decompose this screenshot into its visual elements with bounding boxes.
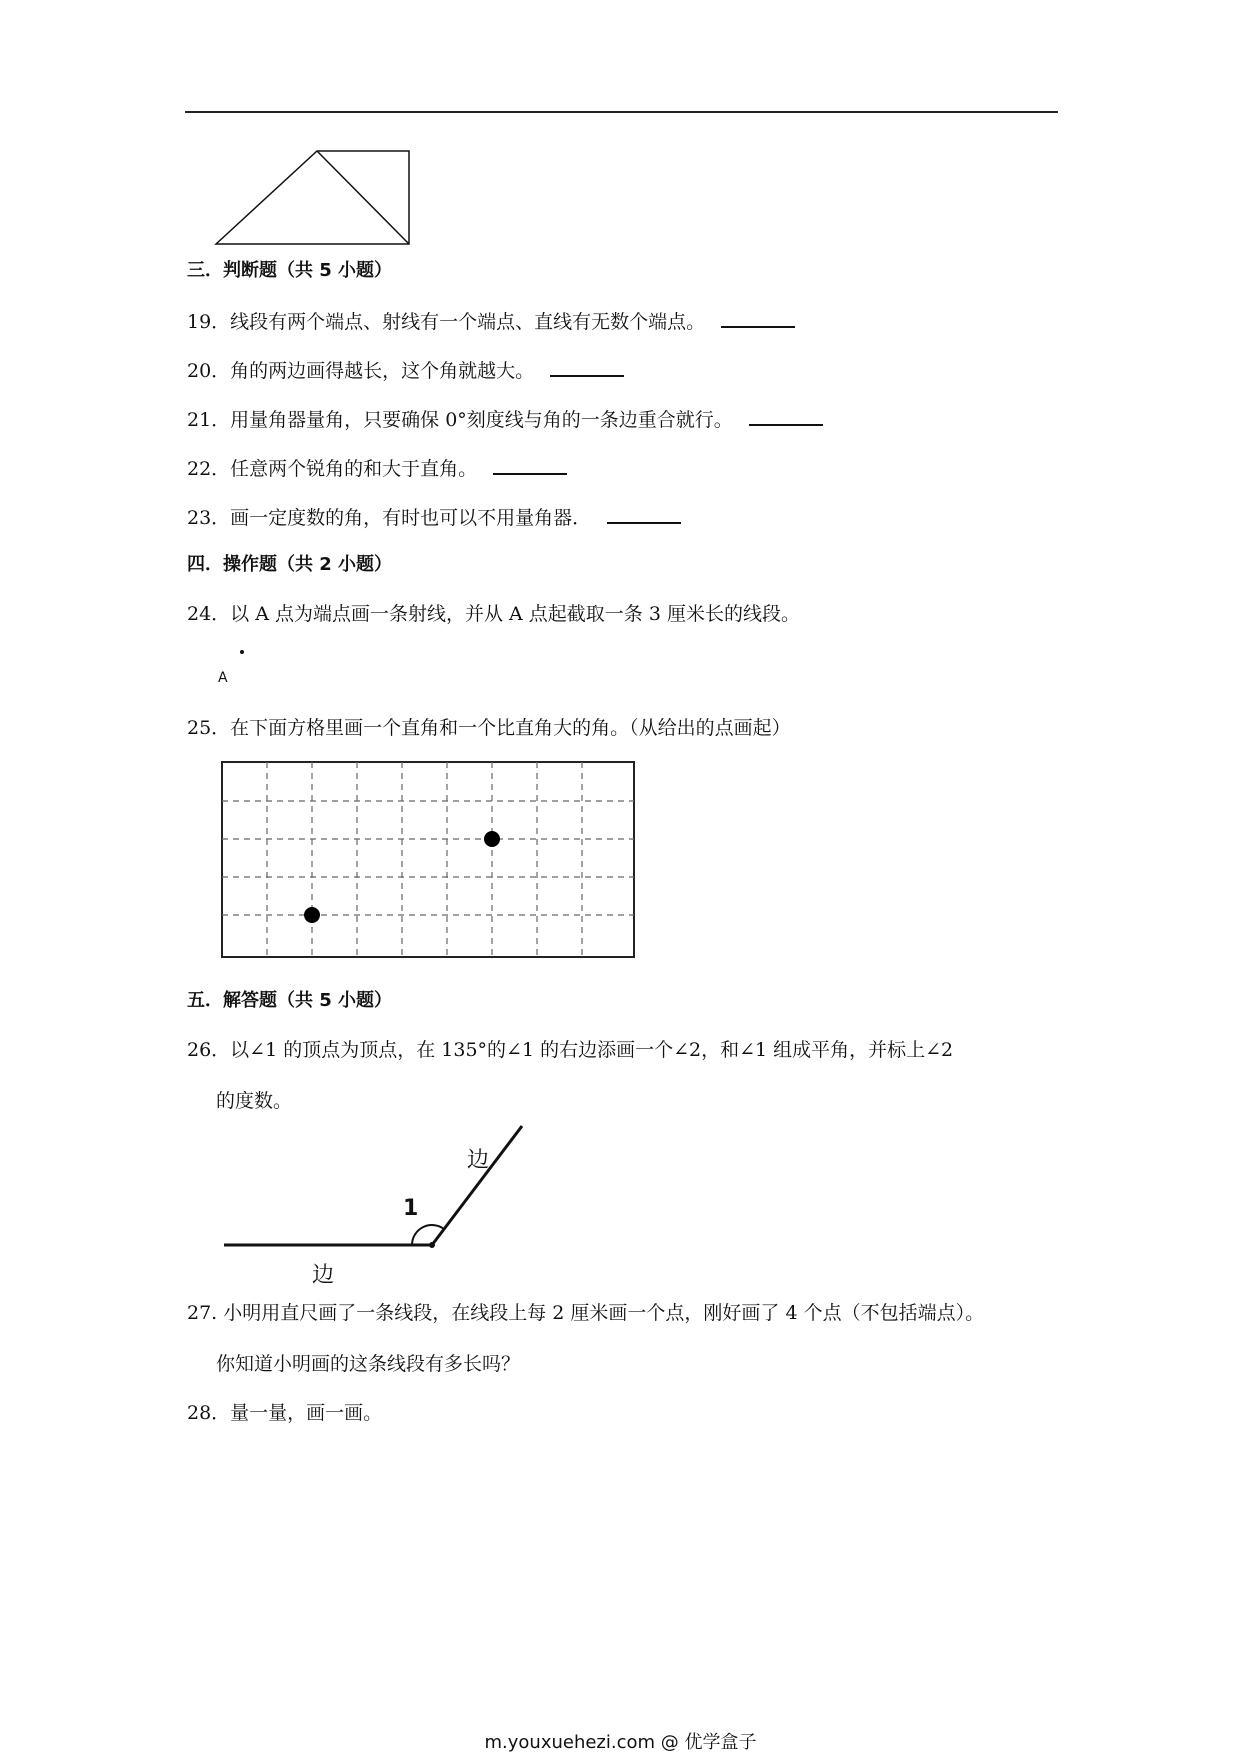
angle-1-figure	[220, 1120, 540, 1290]
grid-point-lower	[304, 907, 320, 923]
question-23	[187, 503, 681, 531]
grid-lines	[222, 762, 634, 957]
answer-blank-21[interactable]	[749, 405, 823, 426]
side-label-top: 边	[467, 1148, 490, 1173]
point-a-label: A	[218, 670, 228, 686]
question-23-text: 23．画一定度数的角，有时也可以不用量角器．	[187, 507, 592, 529]
footer-watermark: m.youxuehezi.com @ 优学盒子	[484, 1732, 757, 1753]
section-4-title: 四．操作题（共 2 小题）	[187, 554, 393, 575]
question-20-text: 20．角的两边画得越长，这个角就越大。	[187, 360, 535, 382]
question-26-line1: 26．以∠1 的顶点为顶点，在 135°的∠1 的右边添画一个∠2，和∠1 组成平角，并标上∠2	[187, 1039, 954, 1061]
trapezoid-figure	[210, 145, 420, 250]
question-28-text: 28．量一量，画一画。	[187, 1402, 383, 1424]
question-27-line2: 你知道小明画的这条线段有多长吗？	[216, 1353, 521, 1375]
trapezoid-outline	[216, 151, 409, 244]
answer-blank-19[interactable]	[721, 307, 795, 328]
grid-border	[222, 762, 634, 957]
section-5-title: 五．解答题（共 5 小题）	[187, 990, 393, 1011]
angle-1-label: 1	[403, 1196, 419, 1221]
point-a-dot	[240, 650, 244, 654]
question-19-text: 19．线段有两个端点、射线有一个端点、直线有无数个端点。	[187, 311, 706, 333]
question-21-text: 21．用量角器量角，只要确保 0°刻度线与角的一条边重合就行。	[187, 409, 733, 431]
answer-blank-20[interactable]	[550, 356, 624, 377]
question-20	[187, 356, 624, 384]
angle-vertex	[429, 1242, 435, 1248]
answer-blank-23[interactable]	[607, 503, 681, 524]
question-21	[187, 405, 823, 433]
question-26-line2: 的度数。	[216, 1090, 293, 1112]
side-label-bottom: 边	[312, 1263, 335, 1288]
trapezoid-diagonal	[317, 151, 409, 244]
question-27-line1: 27. 小明用直尺画了一条线段，在线段上每 2 厘米画一个点，刚好画了 4 个点（不包括端点）。	[187, 1302, 985, 1324]
answer-blank-22[interactable]	[493, 454, 567, 475]
header-rule	[185, 111, 1058, 113]
section-3-title: 三．判断题（共 5 小题）	[187, 260, 393, 281]
question-25-text: 25．在下面方格里画一个直角和一个比直角大的角。（从给出的点画起）	[187, 717, 791, 739]
dotted-grid-figure	[220, 760, 638, 960]
question-22-text: 22．任意两个锐角的和大于直角。	[187, 458, 478, 480]
question-24-text: 24．以 A 点为端点画一条射线，并从 A 点起截取一条 3 厘米长的线段。	[187, 603, 800, 625]
grid-point-upper	[484, 831, 500, 847]
question-19	[187, 307, 795, 335]
question-22	[187, 454, 567, 482]
